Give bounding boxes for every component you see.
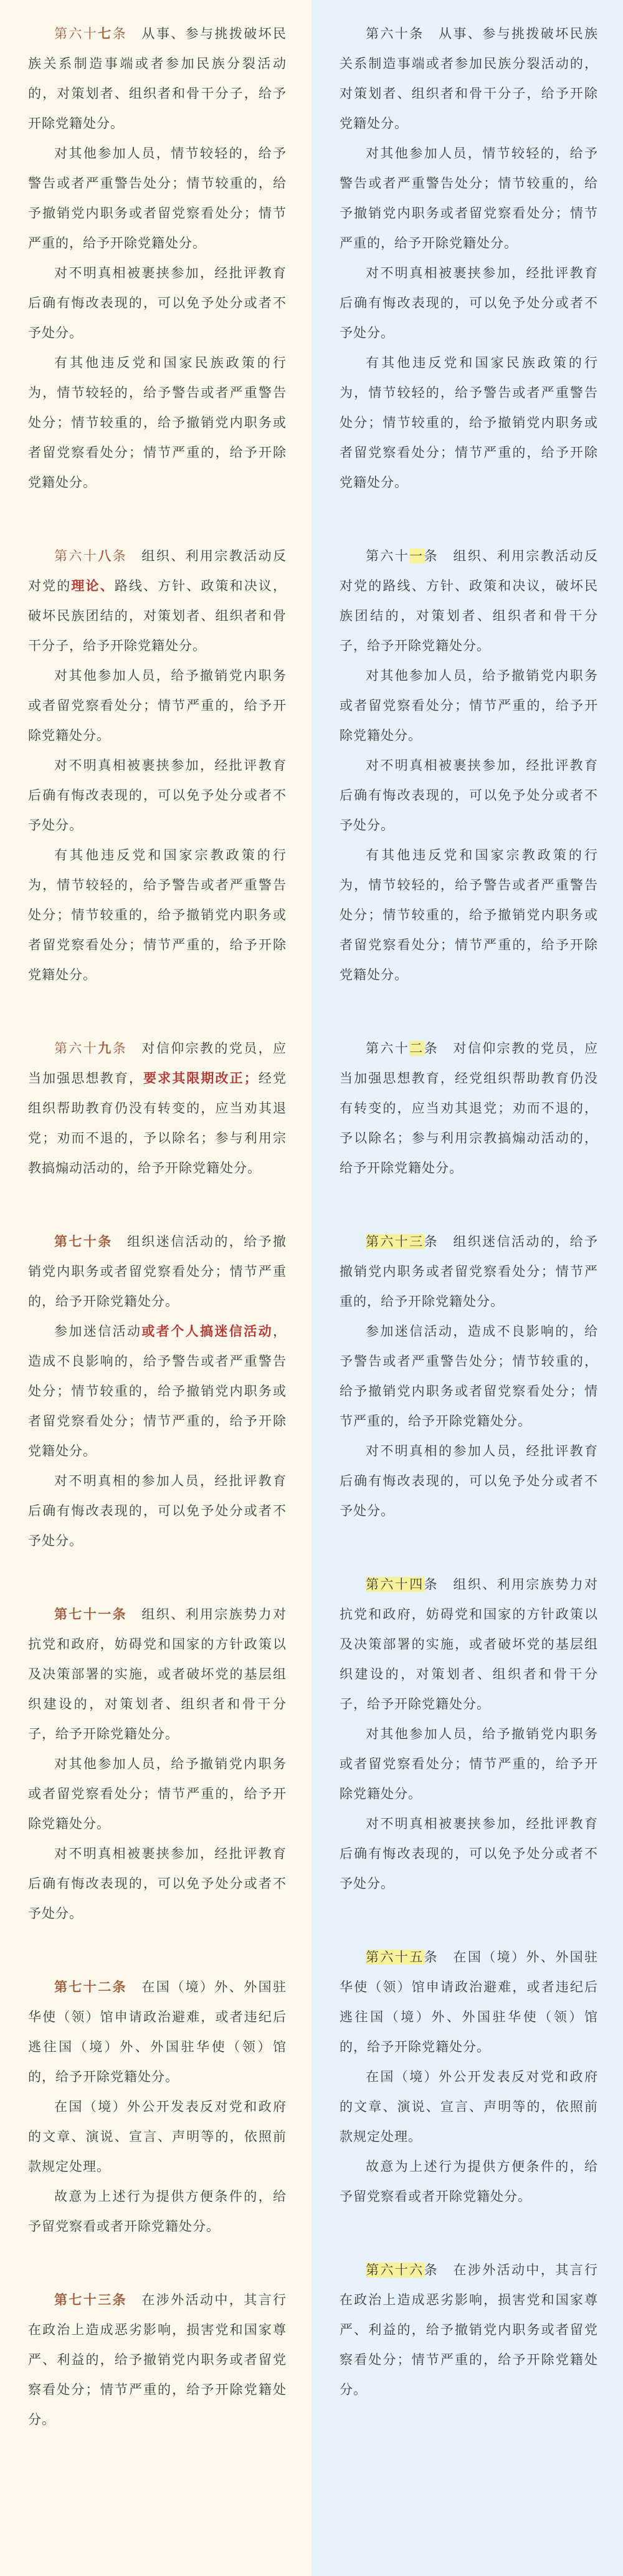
- revision-highlight: 理论、: [71, 578, 115, 593]
- article-63: [340, 1227, 598, 1526]
- article-69-number: 第六十九条: [54, 1041, 128, 1056]
- article-68-para-1: 第六十八条 组织、利用宗教活动反对党的理论、路线、方针、政策和决议，破坏民族团结的，对策划者、组织者和骨干分子，给予开除党籍处分。: [28, 548, 287, 653]
- article-67-para-1: 第六十七条 从事、参与挑拨破坏民族关系制造事端或者参加民族分裂活动的，对策划者、组织者和骨干分子，给予开除党籍处分。: [28, 26, 287, 131]
- article-60-para-4: 有其他违反党和国家民族政策的行为，情节较轻的，给予警告或者严重警告处分；情节较重的，给予撤销党内职务或者留党察看处分；情节严重的，给予开除党籍处分。: [340, 355, 598, 490]
- article-71-para-2: 对其他参加人员，给予撤销党内职务或者留党察看处分；情节严重的，给予开除党籍处分。: [28, 1756, 287, 1831]
- article-66: [340, 2255, 598, 2405]
- article-70: [28, 1227, 287, 1556]
- article-64-number: 第六十四条: [366, 1577, 439, 1592]
- article-61-para-3: 对不明真相被裹挟参加，经批评教育后确有悔改表现的，可以免予处分或者不予处分。: [340, 758, 598, 833]
- article-65-para-2: 在国（境）外公开发表反对党和政府的文章、演说、宣言、声明等的，依照前款规定处理。: [340, 2069, 598, 2144]
- revision-highlight: 或者个人搞迷信活动: [141, 1324, 273, 1339]
- article-62: [340, 1033, 598, 1183]
- article-64-para-3: 对不明真相被裹挟参加，经批评教育后确有悔改表现的，可以免予处分或者不予处分。: [340, 1816, 598, 1891]
- article-73-number: 第七十三条: [54, 2292, 127, 2307]
- article-72: [28, 1972, 287, 2241]
- article-62-para-1: 第六十二条 对信仰宗教的党员，应当加强思想教育，经党组织帮助教育仍没有转变的，应当劝其退党；劝而不退的，予以除名；参与利用宗教搞煽动活动的，给予开除党籍处分。: [340, 1041, 599, 1175]
- article-70-number: 第七十条: [54, 1234, 113, 1249]
- article-68: [28, 541, 287, 990]
- article-68-number: 第六十八条: [54, 548, 128, 563]
- article-65-para-1: 第六十五条 在国（境）外、外国驻华使（领）馆申请政治避难，或者违纪后逃往国（境）外、外国驻华使（领）馆的，给予开除党籍处分。: [340, 1950, 599, 2054]
- article-61-para-1: 第六十一条 组织、利用宗教活动反对党的路线、方针、政策和决议，破坏民族团结的，对策划者、组织者和骨干分子，给予开除党籍处分。: [340, 548, 599, 653]
- article-67: [28, 19, 287, 497]
- article-63-number: 第六十三条: [366, 1234, 439, 1249]
- article-65-para-3: 故意为上述行为提供方便条件的，给予留党察看或者开除党籍处分。: [340, 2159, 598, 2204]
- article-68-para-4: 有其他违反党和国家宗教政策的行为，情节较轻的，给予警告或者严重警告处分；情节较重的，给予撤销党内职务或者留党察看处分；情节严重的，给予开除党籍处分。: [28, 848, 287, 982]
- article-64: [340, 1569, 598, 1898]
- article-70-para-1: 第七十条 组织迷信活动的，给予撤销党内职务或者留党察看处分；情节严重的，给予开除党籍处分。: [28, 1234, 287, 1309]
- article-60-para-1: 第六十条 从事、参与挑拨破坏民族关系制造事端或者参加民族分裂活动的，对策划者、组织者和骨干分子，给予开除党籍处分。: [340, 26, 599, 131]
- revision-highlight: 要求其限期改正；: [143, 1071, 258, 1086]
- article-67-para-4: 有其他违反党和国家民族政策的行为，情节较轻的，给予警告或者严重警告处分；情节较重的，给予撤销党内职务或者留党察看处分；情节严重的，给予开除党籍处分。: [28, 355, 287, 490]
- article-66-para-1: 第六十六条 在涉外活动中，其言行在政治上造成恶劣影响，损害党和国家尊严、利益的，给予撤销党内职务或者留党察看处分；情节严重的，给予开除党籍处分。: [340, 2262, 599, 2397]
- article-70-para-3: 对不明真相的参加人员，经批评教育后确有悔改表现的，可以免予处分或者不予处分。: [28, 1473, 287, 1548]
- article-61: [340, 541, 598, 990]
- article-61-para-2: 对其他参加人员，给予撤销党内职务或者留党察看处分；情节严重的，给予开除党籍处分。: [340, 668, 598, 743]
- article-73: [28, 2285, 287, 2435]
- article-60-number: 第六十条: [366, 26, 424, 41]
- article-61-para-4: 有其他违反党和国家宗教政策的行为，情节较轻的，给予警告或者严重警告处分；情节较重的，给予撤销党内职务或者留党察看处分；情节严重的，给予开除党籍处分。: [340, 848, 598, 982]
- article-71: [28, 1599, 287, 1928]
- right-column-original: [312, 0, 623, 2576]
- article-60: [340, 19, 598, 497]
- article-65-number: 第六十五条: [366, 1950, 439, 1965]
- article-67-para-3: 对不明真相被裹挟参加，经批评教育后确有悔改表现的，可以免予处分或者不予处分。: [28, 266, 287, 340]
- article-72-para-3: 故意为上述行为提供方便条件的，给予留党察看或者开除党籍处分。: [28, 2189, 287, 2234]
- article-69: [28, 1033, 287, 1183]
- article-68-para-3: 对不明真相被裹挟参加，经批评教育后确有悔改表现的，可以免予处分或者不予处分。: [28, 758, 287, 833]
- article-63-para-1: 第六十三条 组织迷信活动的，给予撤销党内职务或者留党察看处分；情节严重的，给予开除党籍处分。: [340, 1234, 599, 1309]
- article-72-para-1: 第七十二条 在国（境）外、外国驻华使（领）馆申请政治避难，或者违纪后逃往国（境）外、外国驻华使（领）馆的，给予开除党籍处分。: [28, 1980, 287, 2084]
- article-60-para-2: 对其他参加人员，情节较轻的，给予警告或者严重警告处分；情节较重的，给予撤销党内职务或者留党察看处分；情节严重的，给予开除党籍处分。: [340, 146, 598, 251]
- article-70-para-2: 参加迷信活动或者个人搞迷信活动，造成不良影响的，给予警告或者严重警告处分；情节较重的，给予撤销党内职务或者留党察看处分；情节严重的，给予开除党籍处分。: [28, 1324, 287, 1458]
- article-71-para-1: 第七十一条 组织、利用宗族势力对抗党和政府，妨碍党和国家的方针政策以及决策部署的实施，或者破坏党的基层组织建设的，对策划者、组织者和骨干分子，给予开除党籍处分。: [28, 1607, 287, 1741]
- article-62-number: 第六十二条: [366, 1041, 439, 1056]
- article-72-number: 第七十二条: [54, 1980, 127, 1994]
- article-60-para-3: 对不明真相被裹挟参加，经批评教育后确有悔改表现的，可以免予处分或者不予处分。: [340, 266, 598, 340]
- article-71-number: 第七十一条: [54, 1607, 127, 1622]
- article-69-para-1: 第六十九条 对信仰宗教的党员，应当加强思想教育，要求其限期改正；经党组织帮助教育仍没有转变的，应当劝其退党；劝而不退的，予以除名；参与利用宗教搞煽动活动的，给予开除党籍处分。: [28, 1041, 287, 1175]
- article-73-para-1: 第七十三条 在涉外活动中，其言行在政治上造成恶劣影响，损害党和国家尊严、利益的，给予撤销党内职务或者留党察看处分；情节严重的，给予开除党籍处分。: [28, 2292, 287, 2427]
- article-71-para-3: 对不明真相被裹挟参加，经批评教育后确有悔改表现的，可以免予处分或者不予处分。: [28, 1846, 287, 1921]
- article-66-number: 第六十六条: [366, 2262, 439, 2277]
- article-67-number: 第六十七条: [54, 26, 128, 41]
- article-63-para-2: 参加迷信活动，造成不良影响的，给予警告或者严重警告处分；情节较重的，给予撤销党内职务或者留党察看处分；情节严重的，给予开除党籍处分。: [340, 1324, 598, 1429]
- article-72-para-2: 在国（境）外公开发表反对党和政府的文章、演说、宣言、声明等的，依照前款规定处理。: [28, 2099, 287, 2174]
- article-61-number: 第六十一条: [366, 548, 439, 563]
- article-67-para-2: 对其他参加人员，情节较轻的，给予警告或者严重警告处分；情节较重的，给予撤销党内职务或者留党察看处分；情节严重的，给予开除党籍处分。: [28, 146, 287, 251]
- article-64-para-1: 第六十四条 组织、利用宗族势力对抗党和政府，妨碍党和国家的方针政策以及决策部署的实施，或者破坏党的基层组织建设的，对策划者、组织者和骨干分子，给予开除党籍处分。: [340, 1577, 599, 1712]
- article-64-para-2: 对其他参加人员，给予撤销党内职务或者留党察看处分；情节严重的，给予开除党籍处分。: [340, 1726, 598, 1801]
- article-63-para-3: 对不明真相的参加人员，经批评教育后确有悔改表现的，可以免予处分或者不予处分。: [340, 1444, 598, 1518]
- article-68-para-2: 对其他参加人员，给予撤销党内职务或者留党察看处分；情节严重的，给予开除党籍处分。: [28, 668, 287, 743]
- article-65: [340, 1942, 598, 2211]
